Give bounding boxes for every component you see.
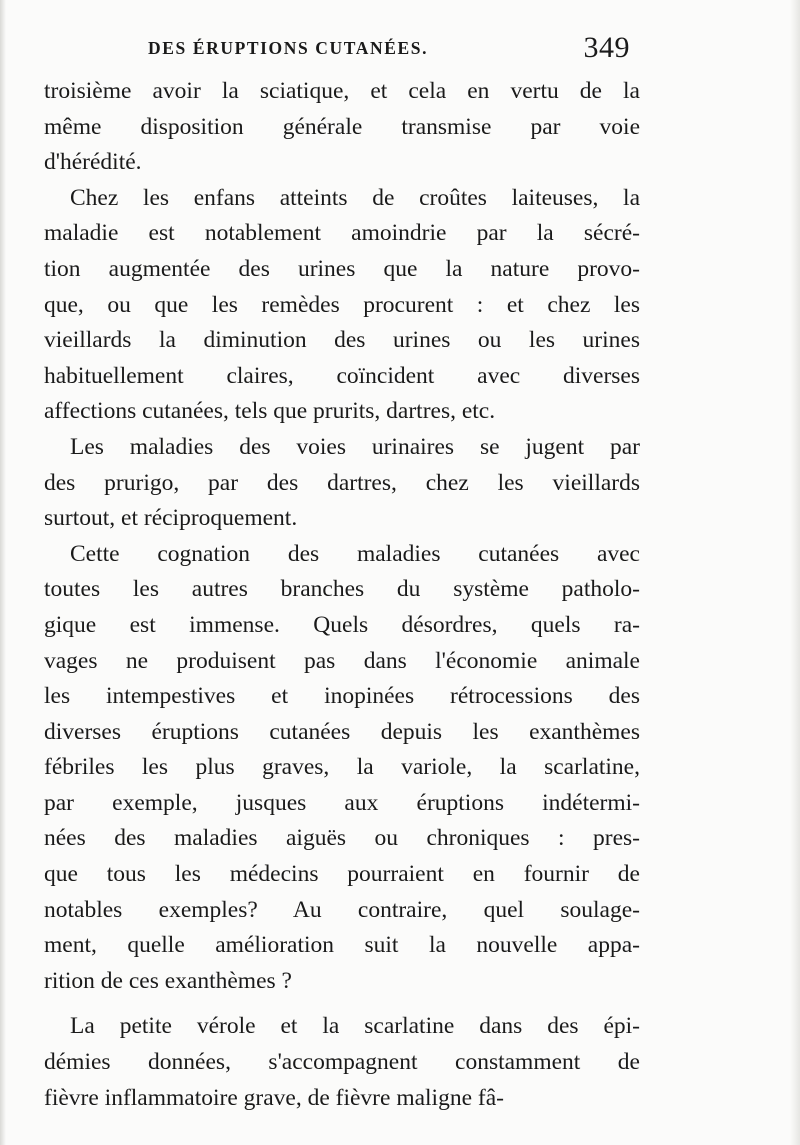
running-head xyxy=(40,31,640,71)
text-line: La petite vérole et la scarlatine dans des épi- xyxy=(70,1013,640,1040)
paragraph xyxy=(44,181,640,430)
text-line: ment, quelle amélioration suit la nouvelle appa- xyxy=(44,932,640,959)
text-line: nées des maladies aiguës ou chroniques : pres- xyxy=(44,825,640,852)
scan-edge-left xyxy=(0,0,6,1145)
paragraph-gap xyxy=(44,999,640,1009)
text-line: maladie est notablement amoindrie par la sécré- xyxy=(44,220,640,247)
paragraph xyxy=(44,430,640,537)
text-line: même disposition générale transmise par voie xyxy=(44,113,640,140)
text-line: affections cutanées, tels que prurits, dartres, etc. xyxy=(44,398,496,425)
text-line: démies données, s'accompagnent constamment de xyxy=(44,1049,640,1076)
text-line: toutes les autres branches du système patholo- xyxy=(44,576,640,603)
paragraph xyxy=(44,537,640,1000)
text-line: surtout, et réciproquement. xyxy=(44,505,298,532)
text-line: d'hérédité. xyxy=(44,149,142,176)
paragraph xyxy=(44,74,640,181)
text-line: rition de ces exanthèmes ? xyxy=(44,967,292,994)
text-line: diverses éruptions cutanées depuis les exanthèmes xyxy=(44,718,640,745)
text-line: par exemple, jusques aux éruptions indétermi- xyxy=(44,789,640,816)
page-number: 349 xyxy=(583,31,630,64)
text-line: notables exemples? Au contraire, quel soulage- xyxy=(44,896,640,923)
text-line: Chez les enfans atteints de croûtes laiteuses, la xyxy=(70,184,640,211)
body-text xyxy=(44,74,640,1116)
scan-edge-right xyxy=(790,0,800,1145)
text-line: habituellement claires, coïncident avec diverses xyxy=(44,362,640,389)
text-line: Les maladies des voies urinaires se jugent par xyxy=(70,433,640,460)
text-line: les intempestives et inopinées rétrocessions des xyxy=(44,683,640,710)
text-line: tion augmentée des urines que la nature provo- xyxy=(44,255,640,282)
text-line: fièvre inflammatoire grave, de fièvre maligne fâ- xyxy=(44,1084,504,1111)
text-line: fébriles les plus graves, la variole, la scarlatine, xyxy=(44,754,640,781)
text-line: vieillards la diminution des urines ou les urines xyxy=(44,327,640,354)
text-line: que, ou que les remèdes procurent : et chez les xyxy=(44,291,640,318)
paragraph xyxy=(44,1009,640,1116)
text-line: gique est immense. Quels désordres, quels ra- xyxy=(44,611,640,638)
text-line: des prurigo, par des dartres, chez les vieillards xyxy=(44,469,640,496)
running-title: DES ÉRUPTIONS CUTANÉES. xyxy=(148,38,429,58)
text-line: que tous les médecins pourraient en fournir de xyxy=(44,861,640,888)
text-line: Cette cognation des maladies cutanées avec xyxy=(70,540,640,567)
text-line: troisième avoir la sciatique, et cela en vertu de la xyxy=(44,78,640,104)
text-line: vages ne produisent pas dans l'économie animale xyxy=(44,647,640,674)
